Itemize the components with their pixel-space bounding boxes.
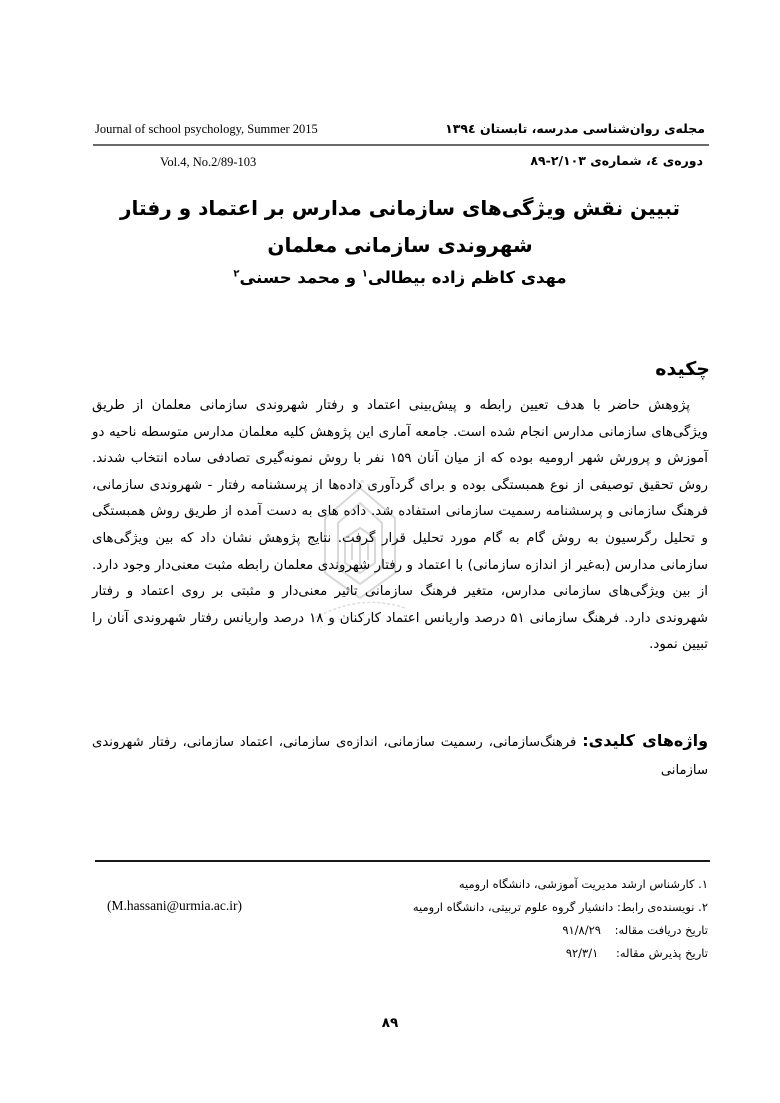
journal-title-en: Journal of school psychology, Summer 2015 [95,122,318,136]
author-list [90,268,710,287]
journal-title-fa: مجله‌ی روان‌شناسی مدرسه، تابستان ۱۳۹٤ [445,121,705,136]
keywords-label: واژه‌های کلیدی: [582,731,709,750]
received-date: ۹۱/۸/۲۹ [562,923,601,937]
accepted-date-line [566,946,708,960]
page-number: ۸۹ [381,1015,399,1031]
received-label: تاریخ دریافت مقاله: [614,923,708,937]
abstract-heading: چکیده [655,358,710,380]
footnote-2: ۲. نویسنده‌ی رابط: دانشیار گروه علوم تربیتی، دانشگاه ارومیه [412,900,708,914]
abstract-text: پژوهش حاضر با هدف تعیین رابطه و پیش‌بینی اعتماد و رفتار شهروندی سازمانی معلمان از طریق ویژگی‌های سازمانی مدارس انجام شده است. جامعه آماری این پژوهش کلیه معلمان مدارس متوسطه ناحیه دو آموزش و پرورش شهر ارومیه بوده که از میان آنان ۱۵۹ نفر با روش نمونه‌گیری تصادفی ساده انتخاب شدند. روش تحقیق توصیفی از نوع همبستگی بوده و برای گردآوری داده‌ها از پرسشنامه رفتار - شهروندی سازمانی، فرهنگ سازمانی و پرسشنامه رسمیت سازمانی استفاده شد. داده های به دست آمده از طریق روش همبستگی و تحلیل رگرسیون به روش گام به گام مورد تحلیل قرار گرفت. نتایج پژوهش نشان داد که بین ویژگی‌های سازمانی مدارس (به‌غیر از اندازه سازمانی) با اعتماد و رفتار شهروندی معلمان رابطه مثبت معنی‌دار وجود دارد. از بین ویژگی‌های سازمانی مدارس، متغیر فرهنگ سازمانی تاثیر معنی‌دار و مثبتی بر روی اعتماد و رفتار شهروندی دارد. فرهنگ سازمانی ۵۱ درصد واریانس اعتماد کارکنان و ۱۸ درصد واریانس رفتار شهروندی آنان را تبیین نمود. [92,398,708,653]
author-name: مهدی کاظم زاده بیطالی [367,268,567,287]
keywords-text: فرهنگ‌سازمانی، رسمیت سازمانی، اندازه‌ی سازمانی، اعتماد سازمانی، رفتار شهروندی سازمانی [92,735,708,778]
author-affiliation-marker: ۲ [233,268,240,280]
footnote-rule [95,860,710,862]
author-affiliation-marker: ۱ [361,268,368,280]
keywords [92,727,708,785]
header-rule [93,144,709,146]
volume-info-fa: دوره‌ی ٤، شماره‌ی ۲/۱۰۳-۸۹ [530,153,703,168]
article-title: تبیین نقش ویژگی‌های سازمانی مدارس بر اعتماد و رفتار شهروندی سازمانی معلمان [119,196,681,257]
footnote-1: ۱. کارشناس ارشد مدیریت آموزشی، دانشگاه ارومیه [458,877,708,891]
abstract-body [92,393,708,659]
accepted-date: ۹۲/۳/۱ [565,946,599,960]
corresponding-email[interactable]: (M.hassani@urmia.ac.ir) [107,898,243,913]
received-date-line [562,923,708,937]
author-name: محمد حسنی [239,268,341,287]
accepted-label: تاریخ پذیرش مقاله: [615,946,708,960]
author-joiner: و [345,268,357,287]
volume-info-en: Vol.4, No.2/89-103 [160,155,257,169]
title-block [90,190,710,287]
